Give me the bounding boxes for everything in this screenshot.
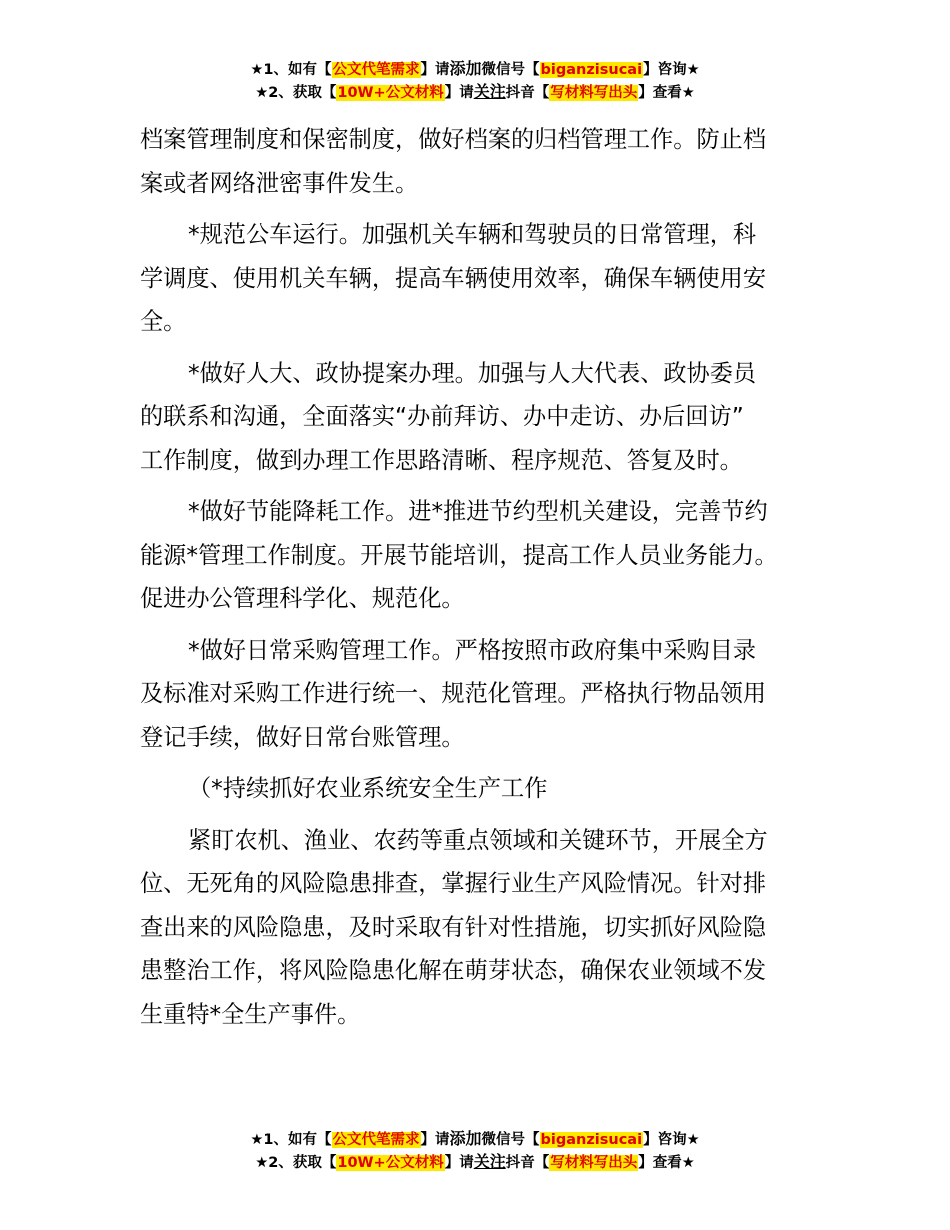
text-line: 学调度、使用机关车辆，提高车辆使用效率，确保车辆使用安 xyxy=(140,264,767,292)
highlight-materials: 10W+公文材料 xyxy=(337,85,444,101)
header-banner xyxy=(0,58,950,104)
emphasis-text: 关注 xyxy=(473,82,506,101)
paragraph-safety xyxy=(140,819,830,1037)
text-line: 查出来的风险隐患，及时采取有针对性措施，切实抓好风险隐 xyxy=(140,913,767,941)
text-line: 促进办公管理科学化、规范化。 xyxy=(140,585,465,612)
banner-text: 】请 xyxy=(420,1132,450,1148)
banner-text: 抖音【 xyxy=(505,1155,550,1171)
emphasis-text: 关注 xyxy=(473,1152,506,1171)
banner-line-2 xyxy=(0,1151,950,1174)
text-line: 能源*管理工作制度。开展节能培训，提高工作人员业务能力。 xyxy=(140,541,778,569)
footer-banner xyxy=(0,1128,950,1174)
banner-line-2 xyxy=(0,81,950,104)
text-line: 的联系和沟通，全面落实“办前拜访、办中走访、办后回访” xyxy=(140,403,744,430)
paragraph-vehicles xyxy=(140,213,830,344)
text-line: 档案管理制度和保密制度，做好档案的归档管理工作。防止档 xyxy=(140,126,767,153)
text-line: 登记手续，做好日常台账管理。 xyxy=(140,723,465,751)
highlight-materials: 10W+公文材料 xyxy=(337,1155,444,1171)
text-line: 患整治工作，将风险隐患化解在萌芽状态，确保农业领域不发 xyxy=(140,957,767,984)
banner-text: 】请 xyxy=(420,62,450,78)
text-line: *做好节能降耗工作。进*推进节约型机关建设，完善节约 xyxy=(188,498,768,525)
banner-text: ★1、如有【 xyxy=(250,62,332,78)
paragraph-archive xyxy=(140,118,830,205)
text-line: 全。 xyxy=(140,308,187,335)
banner-text: ★1、如有【 xyxy=(250,1132,332,1148)
banner-text: 微信号【 xyxy=(481,1132,540,1148)
text-line: 案或者网络泄密事件发生。 xyxy=(140,169,419,197)
text-line: *做好日常采购管理工作。严格按照市政府集中采购目录 xyxy=(188,636,757,664)
highlight-service: 公文代笔需求 xyxy=(332,62,420,78)
text-line: （*持续抓好农业系统安全生产工作 xyxy=(188,775,548,802)
banner-text: 】请 xyxy=(444,85,474,101)
banner-text: 】请 xyxy=(444,1155,474,1171)
highlight-douyin-id: 写材料写出头 xyxy=(550,85,638,101)
highlight-wechat-id: biganzisucai xyxy=(540,62,643,78)
emphasis-text: 添加 xyxy=(449,59,482,78)
text-line: 位、无死角的风险隐患排查，掌握行业生产风险情况。针对排 xyxy=(140,870,767,897)
banner-text: 】查看★ xyxy=(638,1155,695,1171)
text-line: *规范公车运行。加强机关车辆和驾驶员的日常管理，科 xyxy=(188,221,757,248)
banner-text: 微信号【 xyxy=(481,62,540,78)
banner-text: 】咨询★ xyxy=(643,1132,700,1148)
banner-text: 】查看★ xyxy=(638,85,695,101)
banner-line-1 xyxy=(0,1128,950,1151)
text-line: 生重特*全生产事件。 xyxy=(140,1000,361,1028)
text-line: 及标准对采购工作进行统一、规范化管理。严格执行物品领用 xyxy=(140,680,767,707)
banner-text: 抖音【 xyxy=(505,85,550,101)
paragraph-proposals xyxy=(140,352,830,483)
text-line: 紧盯农机、渔业、农药等重点领域和关键环节，开展全方 xyxy=(188,826,768,854)
document-body xyxy=(140,118,830,1044)
banner-text: ★2、获取【 xyxy=(255,1155,337,1171)
highlight-service: 公文代笔需求 xyxy=(332,1132,420,1148)
section-heading-safety xyxy=(140,767,830,811)
text-line: *做好人大、政协提案办理。加强与人大代表、政协委员 xyxy=(188,359,757,387)
highlight-wechat-id: biganzisucai xyxy=(540,1132,643,1148)
banner-text: 】咨询★ xyxy=(643,62,700,78)
banner-text: ★2、获取【 xyxy=(255,85,337,101)
paragraph-procurement xyxy=(140,629,830,760)
banner-line-1 xyxy=(0,58,950,81)
paragraph-energy xyxy=(140,490,830,621)
emphasis-text: 添加 xyxy=(449,1129,482,1148)
text-line: 工作制度，做到办理工作思路清晰、程序规范、答复及时。 xyxy=(140,446,743,474)
highlight-douyin-id: 写材料写出头 xyxy=(550,1155,638,1171)
